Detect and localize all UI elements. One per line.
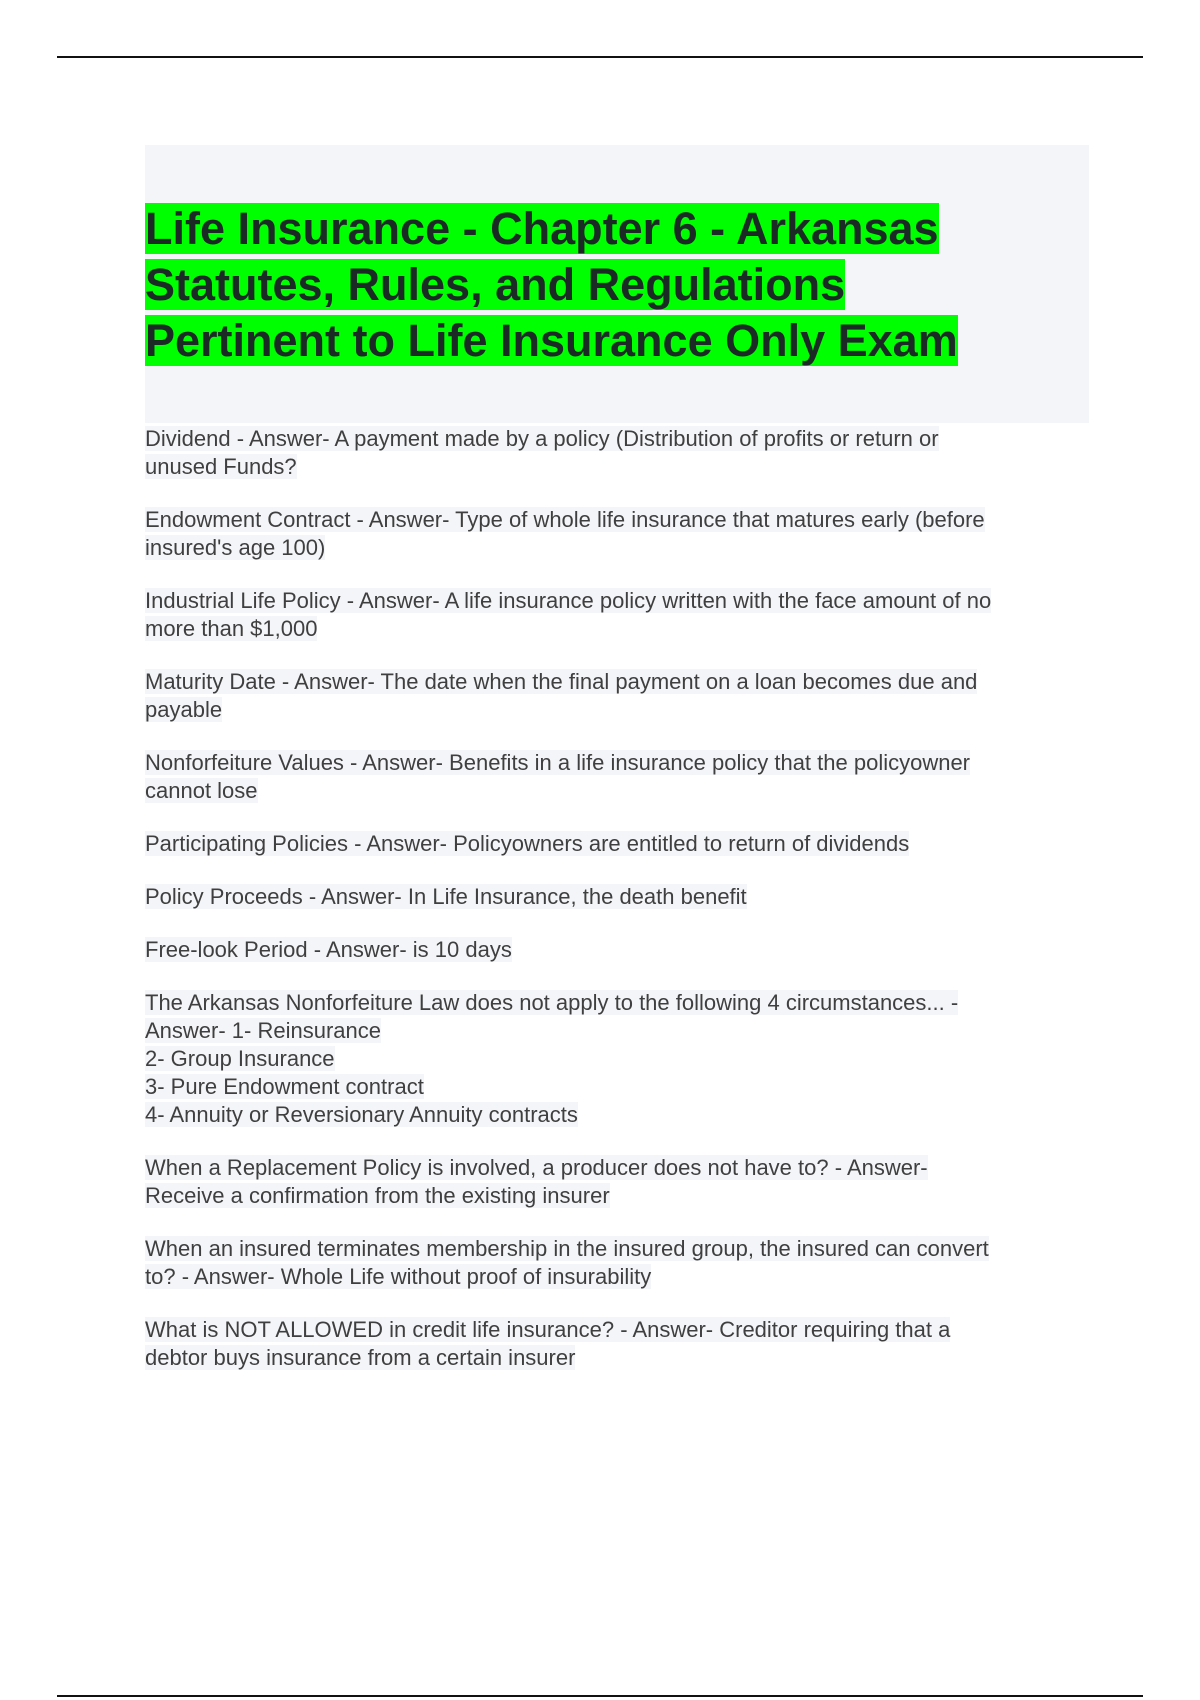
top-rule	[57, 56, 1143, 58]
qa-line	[145, 883, 1089, 911]
title-line: Pertinent to Life Insurance Only Exam	[145, 315, 958, 366]
qa-entry	[145, 425, 1089, 481]
qa-entry	[145, 587, 1089, 643]
document-body	[145, 145, 1089, 1397]
qa-line	[145, 506, 1089, 534]
qa-line	[145, 1073, 1089, 1101]
qa-line-text: Participating Policies - Answer- Policyowners are entitled to return of dividends	[145, 831, 910, 856]
qa-line	[145, 936, 1089, 964]
qa-line	[145, 615, 1089, 643]
qa-line	[145, 1235, 1089, 1263]
qa-line	[145, 453, 1089, 481]
document-title	[145, 201, 1089, 369]
qa-line	[145, 534, 1089, 562]
qa-line	[145, 696, 1089, 724]
qa-line	[145, 425, 1089, 453]
qa-line-text: debtor buys insurance from a certain insurer	[145, 1345, 576, 1370]
bottom-rule	[57, 1695, 1143, 1697]
title-line: Life Insurance - Chapter 6 - Arkansas	[145, 203, 939, 254]
qa-line-text: cannot lose	[145, 778, 258, 803]
qa-line-text: Receive a confirmation from the existing insurer	[145, 1183, 610, 1208]
qa-line-text: Industrial Life Policy - Answer- A life insurance policy written with the face amount of no	[145, 588, 992, 613]
qa-line	[145, 668, 1089, 696]
qa-line	[145, 1344, 1089, 1372]
qa-line	[145, 1045, 1089, 1073]
qa-entry	[145, 1154, 1089, 1210]
qa-entry	[145, 830, 1089, 858]
qa-entry	[145, 506, 1089, 562]
qa-entry	[145, 1235, 1089, 1291]
qa-entry	[145, 989, 1089, 1129]
qa-entry	[145, 883, 1089, 911]
qa-line	[145, 587, 1089, 615]
qa-line-text: What is NOT ALLOWED in credit life insurance? - Answer- Creditor requiring that a	[145, 1317, 951, 1342]
qa-line-text: payable	[145, 697, 223, 722]
qa-line-text: to? - Answer- Whole Life without proof of insurability	[145, 1264, 652, 1289]
qa-line-text: When an insured terminates membership in the insured group, the insured can convert	[145, 1236, 989, 1261]
qa-line-text: Answer- 1- Reinsurance	[145, 1018, 381, 1043]
qa-line-text: more than $1,000	[145, 616, 318, 641]
qa-entry	[145, 749, 1089, 805]
qa-entry	[145, 1316, 1089, 1372]
qa-line	[145, 1154, 1089, 1182]
qa-line	[145, 1101, 1089, 1129]
qa-line-text: 3- Pure Endowment contract	[145, 1074, 424, 1099]
title-line: Statutes, Rules, and Regulations	[145, 259, 846, 310]
qa-line	[145, 989, 1089, 1017]
qa-line	[145, 1017, 1089, 1045]
title-block	[145, 145, 1089, 423]
qa-entry	[145, 936, 1089, 964]
qa-line-text: Dividend - Answer- A payment made by a policy (Distribution of profits or return or	[145, 426, 939, 451]
qa-line-text: 4- Annuity or Reversionary Annuity contracts	[145, 1102, 578, 1127]
qa-line	[145, 1316, 1089, 1344]
qa-line-text: The Arkansas Nonforfeiture Law does not apply to the following 4 circumstances... -	[145, 990, 959, 1015]
qa-line	[145, 830, 1089, 858]
qa-line-text: When a Replacement Policy is involved, a producer does not have to? - Answer-	[145, 1155, 928, 1180]
qa-line-text: 2- Group Insurance	[145, 1046, 335, 1071]
qa-entry	[145, 668, 1089, 724]
qa-line	[145, 749, 1089, 777]
qa-list	[145, 425, 1089, 1372]
qa-line-text: Policy Proceeds - Answer- In Life Insurance, the death benefit	[145, 884, 747, 909]
qa-line	[145, 1263, 1089, 1291]
qa-line	[145, 1182, 1089, 1210]
qa-line-text: Maturity Date - Answer- The date when the final payment on a loan becomes due and	[145, 669, 978, 694]
qa-line	[145, 777, 1089, 805]
qa-line-text: unused Funds?	[145, 454, 297, 479]
qa-line-text: Endowment Contract - Answer- Type of whole life insurance that matures early (before	[145, 507, 985, 532]
qa-line-text: Free-look Period - Answer- is 10 days	[145, 937, 512, 962]
qa-line-text: insured's age 100)	[145, 535, 326, 560]
qa-line-text: Nonforfeiture Values - Answer- Benefits in a life insurance policy that the policyowner	[145, 750, 971, 775]
